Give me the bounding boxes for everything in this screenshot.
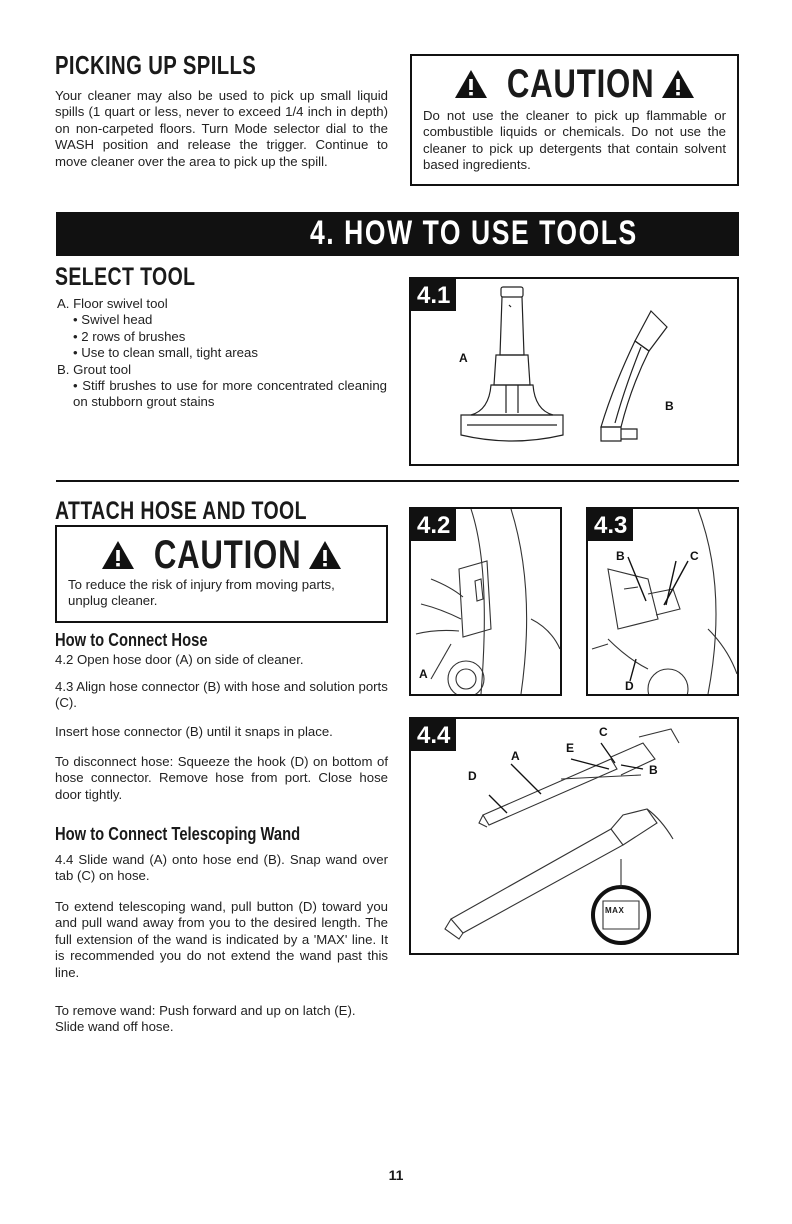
floor-swivel-tool-illustration xyxy=(451,285,571,455)
label-e: E xyxy=(566,741,575,755)
label-c: C xyxy=(690,549,699,563)
label-a: A xyxy=(459,351,468,365)
label-b: B xyxy=(649,763,658,777)
caution-box-flammable xyxy=(410,54,739,186)
max-line-label: MAX xyxy=(605,906,625,915)
list-item: • Stiff brushes to use for more concentrated cleaning on stubborn grout stains xyxy=(73,378,387,410)
label-b: B xyxy=(616,549,625,563)
section-title: 4. HOW TO USE TOOLS xyxy=(310,214,638,252)
hose-disconnect-text: To disconnect hose: Squeeze the hook (D) on bottom of hose connector. Remove hose from port. Close hose door tightly. xyxy=(55,754,388,802)
list-item: • 2 rows of brushes xyxy=(73,328,186,344)
hose-insert-text: Insert hose connector (B) until it snaps in place. xyxy=(55,724,333,739)
section-divider xyxy=(56,480,739,482)
hose-step-4-3: 4.3 Align hose connector (B) with hose and solution ports (C). xyxy=(55,679,388,711)
figure-4-1 xyxy=(409,277,739,466)
figure-4-4 xyxy=(409,717,739,955)
figure-tag: 4.1 xyxy=(411,279,456,311)
attach-heading: ATTACH HOSE AND TOOL xyxy=(55,497,307,525)
wand-remove-text: To remove wand: Push forward and up on latch (E). Slide wand off hose. xyxy=(55,1003,356,1035)
warning-triangle-icon xyxy=(661,69,695,99)
caution-body: Do not use the cleaner to pick up flammable or combustible liquids or chemicals. Do not use the cleaner to pick up detergents that contain solvent based ingredients. xyxy=(423,108,726,173)
wand-step-4-4: 4.4 Slide wand (A) onto hose end (B). Snap wand over tab (C) on hose. xyxy=(55,852,388,884)
figure-tag: 4.2 xyxy=(411,509,456,541)
figure-4-2 xyxy=(409,507,562,696)
figure-tag: 4.4 xyxy=(411,719,456,751)
hose-step-4-2: 4.2 Open hose door (A) on side of cleaner. xyxy=(55,652,304,667)
label-c: C xyxy=(599,725,608,739)
list-item: • Swivel head xyxy=(73,312,153,328)
page-number: 11 xyxy=(388,1167,404,1183)
label-a: A xyxy=(419,667,428,681)
connect-wand-heading: How to Connect Telescoping Wand xyxy=(55,824,301,844)
grout-tool-illustration xyxy=(591,307,671,447)
section-banner xyxy=(56,212,739,256)
caution-heading: CAUTION xyxy=(57,533,386,577)
warning-triangle-icon xyxy=(308,540,342,570)
label-d: D xyxy=(625,679,634,693)
list-item: B. Grout tool xyxy=(57,361,132,377)
label-b: B xyxy=(665,399,674,413)
wand-extend-text: To extend telescoping wand, pull button (D) toward you and pull wand away from you to the desired length. The full extension of the wand is indicated by a 'MAX' line. It is recommended you do not extend the wand past this line. xyxy=(55,899,388,980)
label-d: D xyxy=(468,769,477,783)
caution-box-unplug xyxy=(55,525,388,623)
caution-body: To reduce the risk of injury from moving parts, unplug cleaner. xyxy=(68,577,335,609)
label-a: A xyxy=(511,749,520,763)
spills-heading: PICKING UP SPILLS xyxy=(55,50,257,80)
list-item: A. Floor swivel tool xyxy=(57,296,168,311)
select-tool-list xyxy=(57,296,387,411)
figure-tag: 4.3 xyxy=(588,509,633,541)
caution-heading: CAUTION xyxy=(412,62,737,106)
select-tool-heading: SELECT TOOL xyxy=(55,263,196,291)
list-item: • Use to clean small, tight areas xyxy=(73,345,258,361)
warning-triangle-icon xyxy=(454,69,488,99)
connect-hose-heading: How to Connect Hose xyxy=(55,630,208,650)
spills-body: Your cleaner may also be used to pick up small liquid spills (1 quart or less, never to exceed 1/4 inch in depth) on non-carpeted floors. Turn Mode selector dial to the WASH position and release the trigger. Continue to move cleaner over the area to pick up the spill. xyxy=(55,88,388,169)
figure-4-3 xyxy=(586,507,739,696)
warning-triangle-icon xyxy=(101,540,135,570)
